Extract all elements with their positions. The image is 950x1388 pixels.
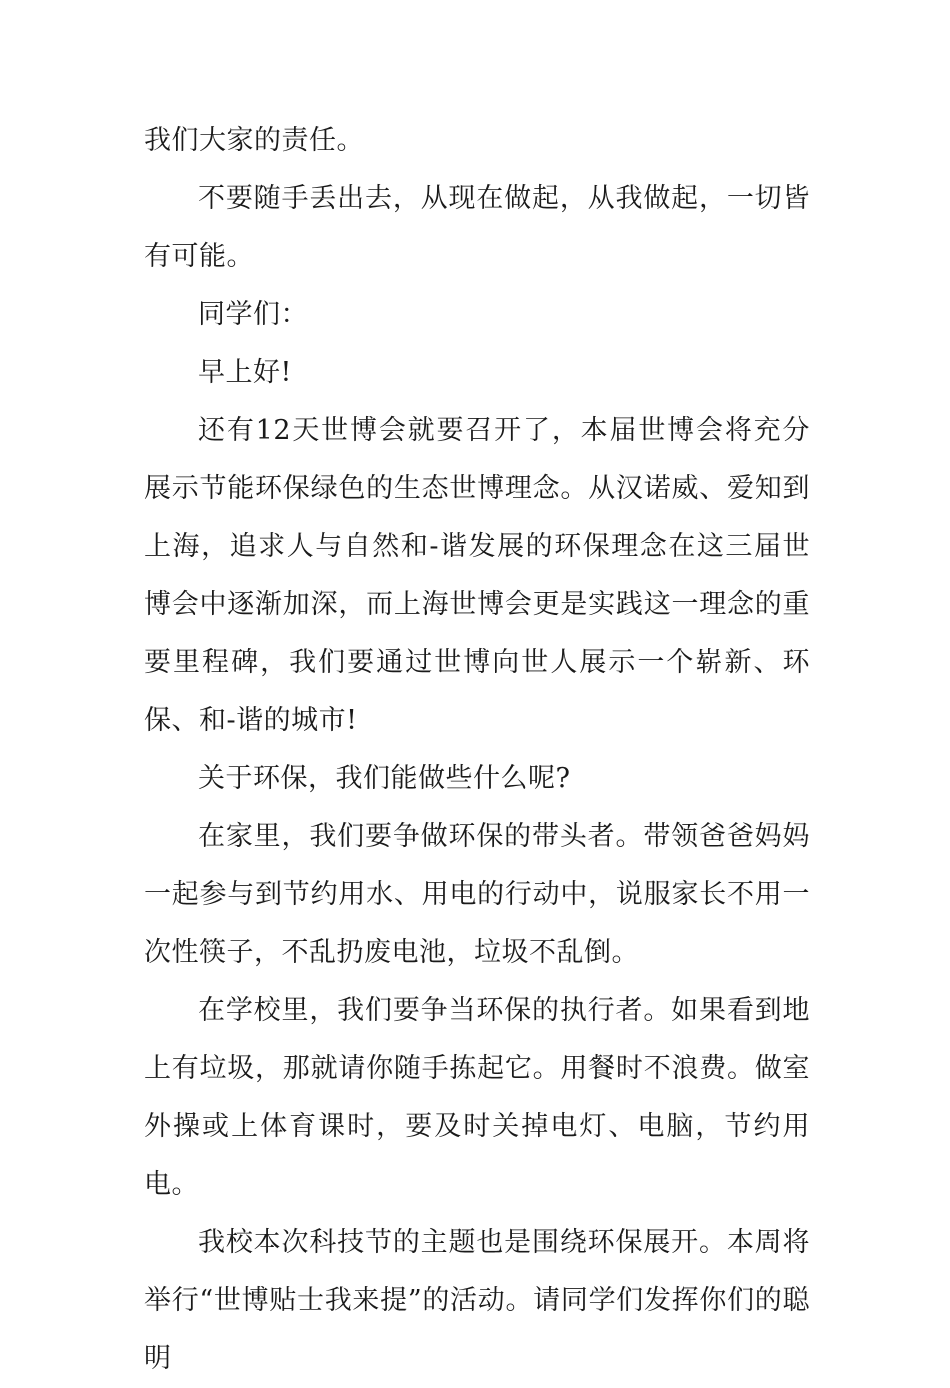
paragraph-7: 在家里，我们要争做环保的带头者。带领爸爸妈妈一起参与到节约用水、用电的行动中，说服家长不用一次性筷子，不乱扔废电池，垃圾不乱倒。: [144, 821, 810, 968]
paragraph-5: 还有12天世博会就要召开了，本届世博会将充分展示节能环保绿色的生态世博理念。从汉诺威、爱知到上海，追求人与自然和-谐发展的环保理念在这三届世博会中逐渐加深，而上海世博会更是实践这一理念的重要里程碑，我们要通过世博向世人展示一个崭新、环保、和-谐的城市!: [144, 415, 810, 736]
paragraph-2: 不要随手丢出去，从现在做起，从我做起，一切皆有可能。: [144, 183, 810, 272]
paragraph-9: 我校本次科技节的主题也是围绕环保展开。本周将举行“世博贴士我来提”的活动。请同学们发挥你们的聪明: [144, 1227, 810, 1374]
paragraph-greeting: 同学们：: [198, 299, 308, 330]
paragraph-1: 我们大家的责任。: [144, 125, 364, 156]
document-body: [144, 112, 810, 1388]
paragraph-good-morning: 早上好!: [198, 357, 292, 388]
paragraph-6: 关于环保，我们能做些什么呢?: [198, 763, 571, 794]
paragraph-8: 在学校里，我们要争当环保的执行者。如果看到地上有垃圾，那就请你随手拣起它。用餐时不浪费。做室外操或上体育课时，要及时关掉电灯、电脑，节约用电。: [144, 995, 810, 1200]
